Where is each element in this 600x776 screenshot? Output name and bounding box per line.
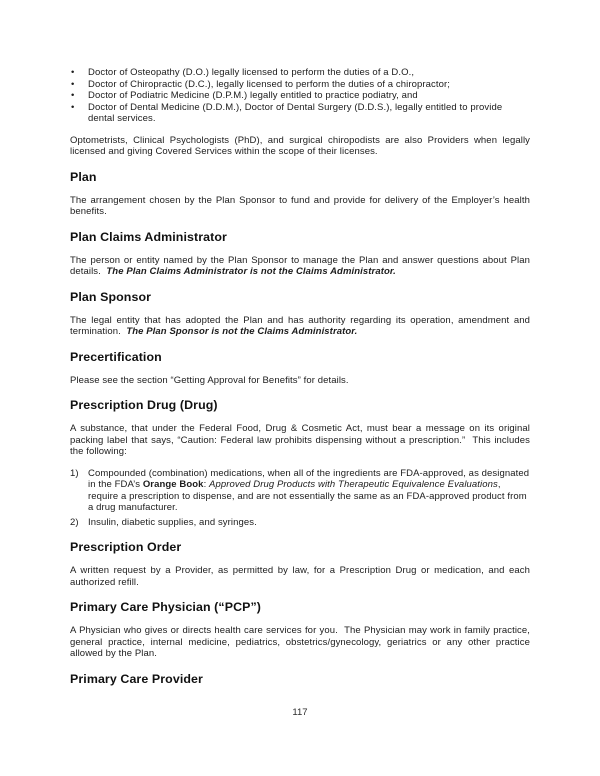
section-heading-primary-care-provider: Primary Care Provider: [70, 671, 203, 686]
section-heading-plan-claims-administrator: Plan Claims Administrator: [70, 229, 227, 244]
paragraph-providers-note: Optometrists, Clinical Psychologists (PhD), and surgical chiropodists are also Providers when legally licensed and giving Covered Services within the scope of their licenses.: [70, 134, 533, 157]
paragraph-primary-care-physician: A Physician who gives or directs health care services for you. The Physician may work in family practice, general practice, internal medicine, pediatrics, obstetrics/gynecology, geriatrics or any other practice allowed by the Plan.: [70, 625, 533, 659]
paragraph-plan-sponsor: [70, 314, 533, 338]
bullet-item-chiropractic: • Doctor of Chiropractic (D.C.), legally licensed to perform the duties of a chiropractor;: [70, 79, 530, 91]
plan-claims-administrator-emphasis: The Plan Claims Administrator is not the Claims Administrator.: [106, 266, 396, 277]
page-number: 117: [292, 707, 308, 718]
section-heading-precertification: Precertification: [70, 349, 162, 364]
provider-bullet-list: [70, 67, 530, 125]
plan-sponsor-text: The legal entity that has adopted the Plan and has authority regarding its operation, amendment and termination.: [70, 314, 533, 337]
orange-book-title-italic: Approved Drug Products with Therapeutic Equivalence Evaluations: [209, 479, 498, 490]
colon-separator: :: [203, 479, 210, 490]
section-heading-plan-sponsor: Plan Sponsor: [70, 289, 152, 304]
numbered-item-compounded: [70, 468, 530, 514]
paragraph-plan-claims-administrator: [70, 254, 533, 278]
section-heading-primary-care-physician: Primary Care Physician (“PCP”): [70, 600, 262, 614]
numbered-item-insulin: [70, 517, 530, 529]
paragraph-prescription-order: A written request by a Provider, as permitted by law, for a Prescription Drug or medication, and each authorized refill.: [70, 565, 533, 588]
compounded-text-post: , require a prescription to dispense, and are not essentially the same as an FDA-approved product from a drug manufacturer.: [88, 479, 530, 513]
bullet-item-podiatric: • Doctor of Podiatric Medicine (D.P.M.) legally entitled to practice podiatry, and: [70, 90, 530, 102]
section-heading-prescription-order: Prescription Order: [70, 540, 182, 554]
insulin-text: Insulin, diabetic supplies, and syringes.: [88, 516, 257, 528]
bullet-item-dental: • Doctor of Dental Medicine (D.D.M.), Doctor of Dental Surgery (D.D.S.), legally entitled to provide dental services.: [70, 102, 530, 125]
bullet-item-osteopathy: • Doctor of Osteopathy (D.O.) legally licensed to perform the duties of a D.O.,: [70, 67, 530, 79]
plan-sponsor-emphasis: The Plan Sponsor is not the Claims Administrator.: [126, 326, 358, 337]
item-number: 1): [70, 467, 79, 479]
prescription-drug-numbered-list: [70, 468, 530, 529]
paragraph-precertification: Please see the section “Getting Approval for Benefits” for details.: [70, 374, 349, 386]
orange-book-bold: Orange Book: [142, 479, 204, 490]
compounded-text-pre: Compounded (combination) medications, when all of the ingredients are FDA-approved, as designated in the FDA’s: [88, 467, 532, 490]
section-heading-prescription-drug: Prescription Drug (Drug): [70, 398, 218, 412]
paragraph-plan: The arrangement chosen by the Plan Sponsor to fund and provide for delivery of the Employer’s health benefits.: [70, 194, 533, 217]
paragraph-prescription-drug: A substance, that under the Federal Food, Drug & Cosmetic Act, must bear a message on its original packing label that says, “Caution: Federal law prohibits dispensing without a prescription.” This includes the following:: [70, 423, 533, 457]
section-heading-plan: Plan: [70, 169, 97, 184]
plan-claims-administrator-text: The person or entity named by the Plan Sponsor to manage the Plan and answer questions about Plan details.: [70, 254, 533, 277]
item-number: 2): [70, 516, 79, 528]
